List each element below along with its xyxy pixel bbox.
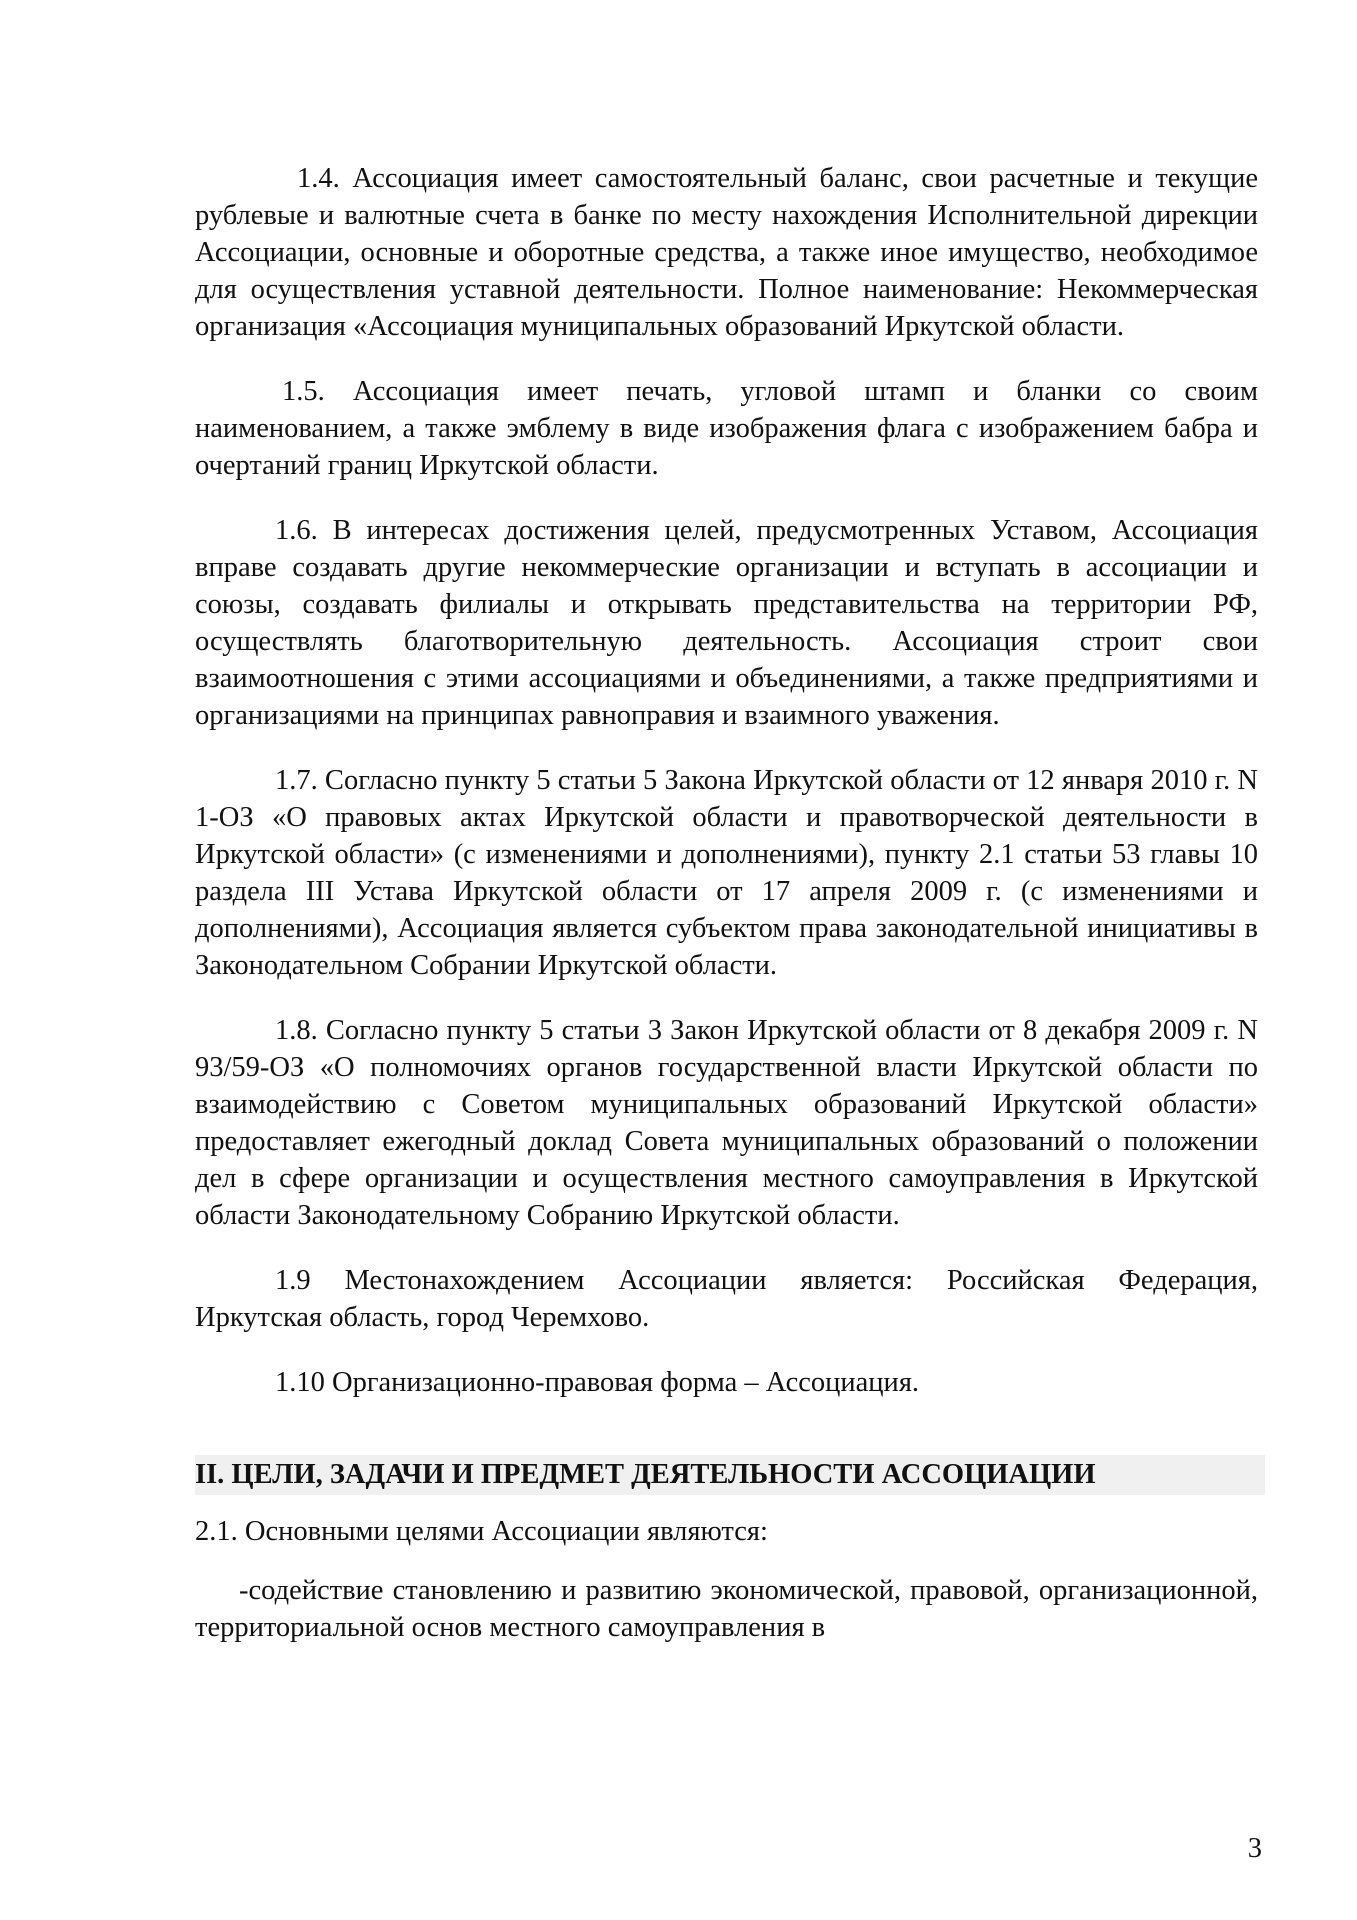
paragraph-1-5: 1.5. Ассоциация имеет печать, угловой штамп и бланки со своим наименованием, а также эмблему в виде изображения флага с изображением бабра и очертаний границ Иркутской области. (195, 376, 1258, 481)
section-intro: 2.1. Основными целями Ассоциации являются: (195, 1516, 768, 1547)
section-heading: II. ЦЕЛИ, ЗАДАЧИ И ПРЕДМЕТ ДЕЯТЕЛЬНОСТИ АССОЦИАЦИИ (195, 1455, 1265, 1495)
page-number: 3 (1247, 1833, 1262, 1864)
paragraph-1-8: 1.8. Согласно пункту 5 статьи 3 Закон Иркутской области от 8 декабря 2009 г. N 93/59-ОЗ «О полномочиях органов государственной власти Иркутской области по взаимодействию с Советом муниципальных образований Иркутской области» предоставляет ежегодный доклад Совета муниципальных образований о положении дел в сфере организации и осуществления местного самоуправления в Иркутской области Законодательному Собранию Иркутской области. (195, 1015, 1258, 1231)
document-body (195, 160, 1258, 1646)
paragraph-1-4: 1.4. Ассоциация имеет самостоятельный баланс, свои расчетные и текущие рублевые и валютные счета в банке по месту нахождения Исполнительной дирекции Ассоциации, основные и оборотные средства, а также иное имущество, необходимое для осуществления уставной деятельности. Полное наименование: Некоммерческая организация «Ассоциация муниципальных образований Иркутской области. (195, 163, 1258, 342)
section-list-item: -содействие становлению и развитию экономической, правовой, организационной, территориальной основ местного самоуправления в (195, 1575, 1258, 1643)
paragraph-1-10: 1.10 Организационно-правовая форма – Ассоциация. (275, 1367, 920, 1398)
paragraph-1-6: 1.6. В интересах достижения целей, предусмотренных Уставом, Ассоциация вправе создавать другие некоммерческие организации и вступать в ассоциации и союзы, создавать филиалы и открывать представительства на территории РФ, осуществлять благотворительную деятельность. Ассоциация строит свои взаимоотношения с этими ассоциациями и объединениями, а также предприятиями и организациями на принципах равноправия и взаимного уважения. (195, 515, 1258, 731)
paragraph-1-7: 1.7. Согласно пункту 5 статьи 5 Закона Иркутской области от 12 января 2010 г. N 1-ОЗ «О правовых актах Иркутской области и правотворческой деятельности в Иркутской области» (с изменениями и дополнениями), пункту 2.1 статьи 53 главы 10 раздела III Устава Иркутской области от 17 апреля 2009 г. (с изменениями и дополнениями), Ассоциация является субъектом права законодательной инициативы в Законодательном Собрании Иркутской области. (195, 765, 1258, 981)
paragraph-1-9: 1.9 Местонахождением Ассоциации является: Российская Федерация, Иркутская область, город Черемхово. (195, 1265, 1258, 1333)
